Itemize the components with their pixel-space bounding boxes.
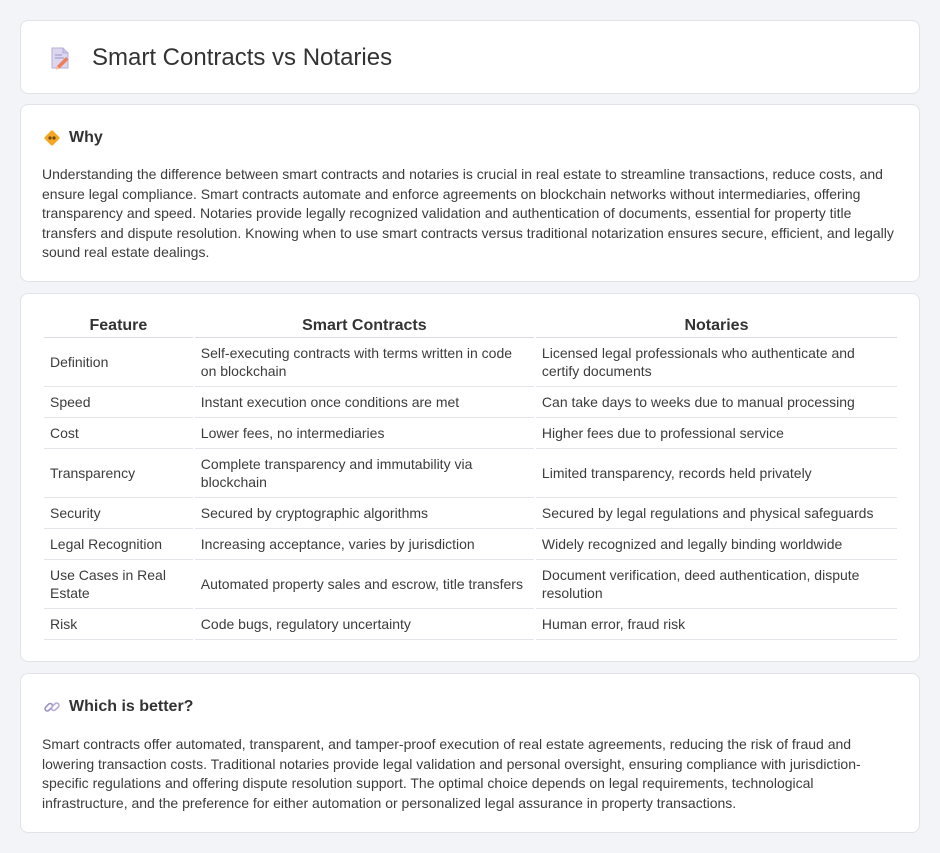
- why-heading: [43, 127, 103, 149]
- smart-contracts-cell: Complete transparency and immutability via blockchain: [195, 449, 534, 498]
- smart-contracts-cell: Automated property sales and escrow, title transfers: [195, 560, 534, 609]
- feature-cell: Speed: [44, 387, 193, 418]
- table-row: [44, 418, 897, 449]
- notaries-cell: Higher fees due to professional service: [536, 418, 897, 449]
- smart-contracts-cell: Increasing acceptance, varies by jurisdiction: [195, 529, 534, 560]
- table-row: [44, 529, 897, 560]
- better-text: Smart contracts offer automated, transparent, and tamper-proof execution of real estate agreements, reducing the risk of fraud and lowering transaction costs. Traditional notaries provide legal validation and personal oversight, ensuring compliance with jurisdiction-specific regulations and offering dispute resolution support. The optimal choice depends on legal requirements, technological infrastructure, and the preference for either automation or personalized legal assurance in property transactions.: [42, 736, 861, 811]
- feature-cell: Use Cases in Real Estate: [44, 560, 193, 609]
- smart-contracts-cell: Instant execution once conditions are met: [195, 387, 534, 418]
- better-title: Which is better?: [69, 698, 194, 715]
- why-text: Understanding the difference between smart contracts and notaries is crucial in real estate to streamline transactions, reduce costs, and ensure legal compliance. Smart contracts automate and enforce agreements on blockchain networks without intermediaries, offering transparency and speed. Notaries provide legally recognized validation and authentication of documents, essential for property title transfers and dispute resolution. Knowing when to use smart contracts versus traditional notarization ensures secure, efficient, and legally sound real estate dealings.: [42, 166, 894, 260]
- why-title: Why: [69, 129, 103, 146]
- diamond-sign-icon: [43, 129, 61, 147]
- page-title: Smart Contracts vs Notaries: [92, 44, 393, 71]
- table-row: [44, 338, 897, 387]
- smart-contracts-cell: Lower fees, no intermediaries: [195, 418, 534, 449]
- which-is-better-section: [20, 673, 920, 833]
- notaries-cell: Limited transparency, records held privately: [536, 449, 897, 498]
- document-pencil-icon: [47, 45, 73, 71]
- comparison-table: [42, 316, 899, 640]
- feature-cell: Cost: [44, 418, 193, 449]
- table-header-row: [44, 316, 897, 338]
- feature-cell: Security: [44, 498, 193, 529]
- notaries-cell: Human error, fraud risk: [536, 609, 897, 640]
- table-row: [44, 498, 897, 529]
- column-header-notaries: Notaries: [536, 316, 897, 338]
- column-header-smart-contracts: Smart Contracts: [195, 316, 534, 338]
- smart-contracts-cell: Self-executing contracts with terms written in code on blockchain: [195, 338, 534, 387]
- notaries-cell: Widely recognized and legally binding worldwide: [536, 529, 897, 560]
- table-row: [44, 387, 897, 418]
- comparison-section: [20, 293, 920, 662]
- smart-contracts-cell: Code bugs, regulatory uncertainty: [195, 609, 534, 640]
- smart-contracts-cell: Secured by cryptographic algorithms: [195, 498, 534, 529]
- table-row: [44, 449, 897, 498]
- notaries-cell: Licensed legal professionals who authenticate and certify documents: [536, 338, 897, 387]
- link-icon: [43, 698, 61, 716]
- notaries-cell: Document verification, deed authentication, dispute resolution: [536, 560, 897, 609]
- column-header-feature: Feature: [44, 316, 193, 338]
- feature-cell: Risk: [44, 609, 193, 640]
- table-row: [44, 609, 897, 640]
- notaries-cell: Can take days to weeks due to manual processing: [536, 387, 897, 418]
- header-card: [20, 20, 920, 94]
- feature-cell: Transparency: [44, 449, 193, 498]
- notaries-cell: Secured by legal regulations and physical safeguards: [536, 498, 897, 529]
- feature-cell: Definition: [44, 338, 193, 387]
- why-section: [20, 104, 920, 282]
- feature-cell: Legal Recognition: [44, 529, 193, 560]
- table-row: [44, 560, 897, 609]
- better-heading: [43, 696, 193, 718]
